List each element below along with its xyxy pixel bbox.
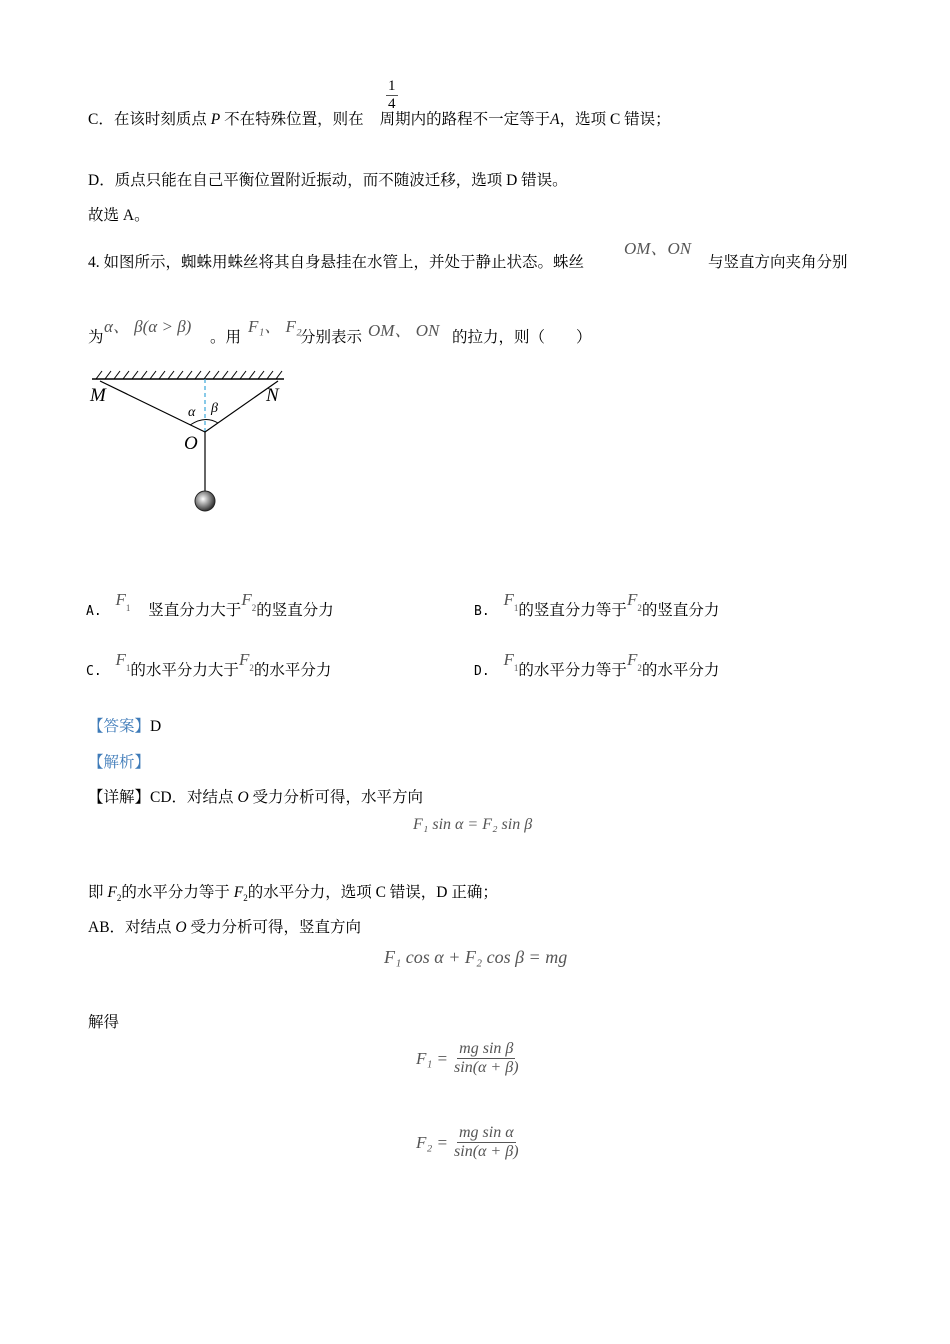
detail-ab-line: AB．对结点 O 受力分析可得，竖直方向 xyxy=(88,919,362,936)
math-om-on-2: OM、 ON xyxy=(368,321,440,340)
label-o: O xyxy=(184,433,198,454)
answer-line xyxy=(88,714,161,736)
equation-horizontal: F₁ sin α = F₂ sin β xyxy=(413,816,533,833)
fraction-quarter: $\frac{1}{4}$ xyxy=(388,78,396,112)
option-a[interactable]: A. $F_1$ 竖直分力大于$F_2$的竖直分力 xyxy=(86,590,334,619)
question-4-line2-mid2: 分别表示 xyxy=(300,329,363,346)
label-beta: β xyxy=(211,401,218,416)
option-b[interactable]: B. $F_1$的竖直分力等于$F_2$的竖直分力 xyxy=(474,590,720,619)
question-4-line2-start: 为 xyxy=(88,329,104,346)
answer-tag: 【答案】 xyxy=(88,718,151,735)
math-f1-f2: F₁、 F₂ xyxy=(248,317,302,336)
prev-conclusion: 故选 A。 xyxy=(88,207,150,224)
answer-value: D xyxy=(150,718,162,735)
label-n: N xyxy=(266,385,279,406)
analysis-tag: 【解析】 xyxy=(88,754,151,771)
math-om-on: OM、ON xyxy=(624,239,692,258)
math-angles: α、 β(α > β) xyxy=(104,317,192,336)
question-4-line2-end: 的拉力，则（ ） xyxy=(452,329,592,346)
option-c[interactable]: C. $F_1$的水平分力大于$F_2$的水平分力 xyxy=(86,650,332,679)
detail-cd-line: 【详解】CD．对结点 O 受力分析可得，水平方向 xyxy=(88,789,424,806)
question-4-line1-end: 与竖直方向夹角分别 xyxy=(708,254,848,271)
equation-vertical: F₁ cos α + F₂ cos β = mg xyxy=(384,947,568,967)
equation-f1: F₁ = $\frac{\text{mg sin β}}{\sin(\alpha + \beta)}$ xyxy=(416,1040,519,1076)
solve-label: 解得 xyxy=(88,1014,120,1031)
equation-f2: F₂ = $\frac{\text{mg sin α}}{\sin(\alpha + \beta)}$ xyxy=(416,1124,519,1160)
label-m: M xyxy=(90,385,106,406)
option-d[interactable]: D. $F_1$的水平分力等于$F_2$的水平分力 xyxy=(474,650,720,679)
spider-figure xyxy=(88,365,298,515)
question-4-line2-mid1: 。用 xyxy=(210,329,242,346)
prev-option-d: D．质点只能在自己平衡位置附近振动，而不随波迁移，选项 D 错误。 xyxy=(88,172,568,189)
prev-option-c: C．在该时刻质点 P 不在特殊位置，则在 周期内的路程不一定等于A，选项 C 错误； xyxy=(88,111,671,128)
label-alpha: α xyxy=(188,405,196,420)
detail-ji-line: 即 $F_2$的水平分力等于 $F_2$的水平分力，选项 C 错误，D 正确； xyxy=(88,884,498,904)
question-4-line1: 4. 如图所示，蜘蛛用蛛丝将其自身悬挂在水管上，并处于静止状态。蛛丝 xyxy=(88,254,585,271)
